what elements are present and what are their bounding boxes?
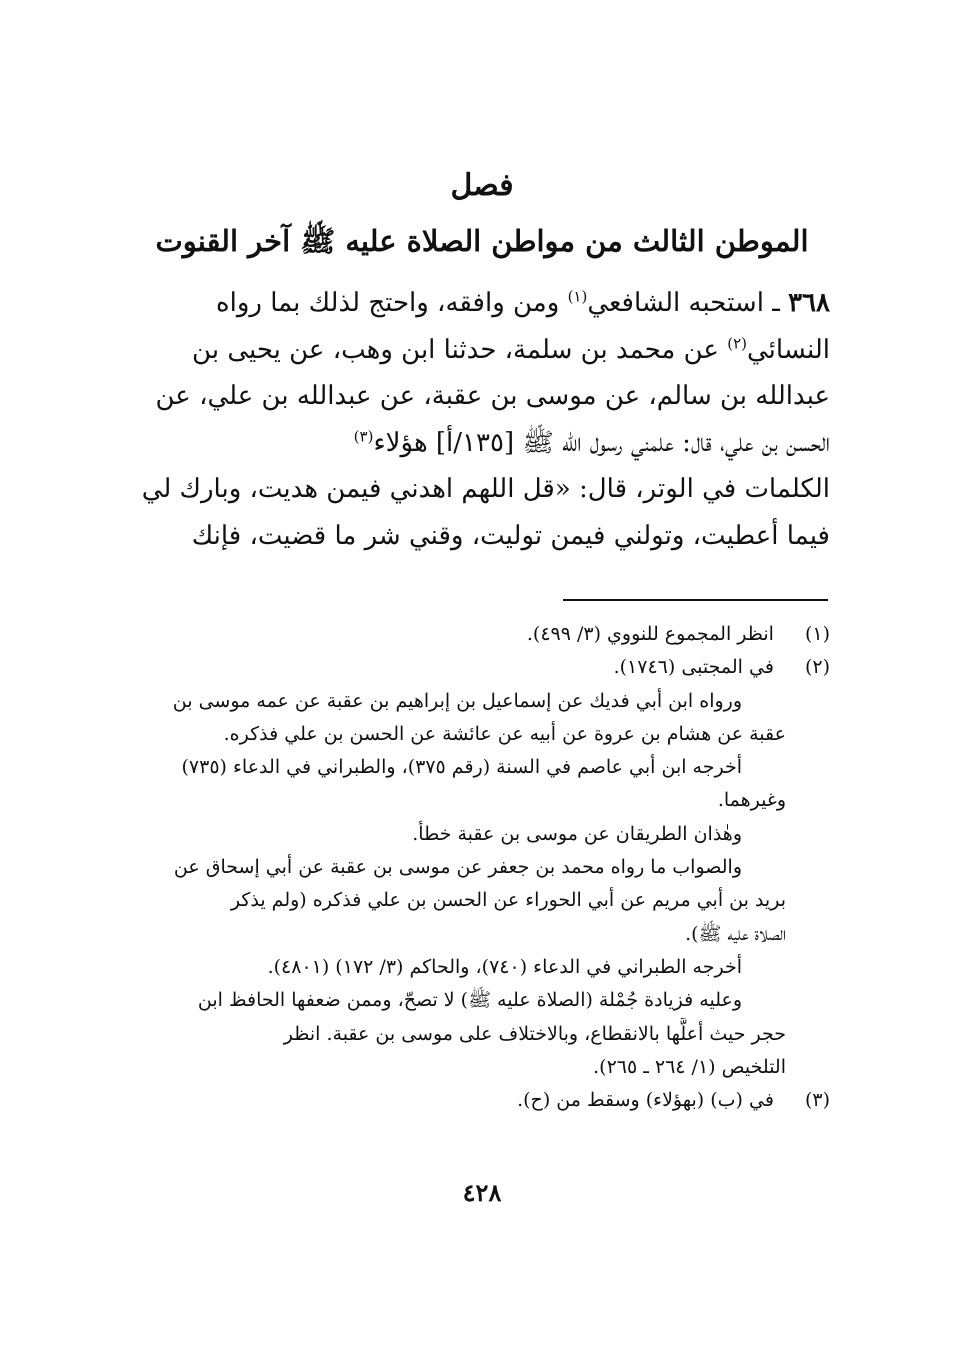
- footnote-2-line: وعليه فزيادة جُمْلة (الصلاة عليه ﷺ) لا تصحّ، وممن ضعفها الحافظ ابن: [197, 989, 742, 1012]
- footnote-number: (١): [804, 623, 830, 645]
- chapter-label: فصل: [450, 168, 514, 203]
- footnote-2-line: عقبة عن هشام بن عروة عن أبيه عن عائشة عن الحسن بن علي فذكره.: [223, 722, 786, 745]
- main-line-text: الحسن بن علي، قال: علمني رسول الله ﷺ [١٣٥/أ] هؤلاء: [373, 427, 830, 458]
- main-paragraph: [133, 280, 830, 559]
- main-line-4: [133, 420, 830, 467]
- main-line-5: [133, 466, 830, 513]
- footnote-3: [133, 1084, 830, 1117]
- main-line-text: ـ استحبه الشافعي: [587, 288, 789, 318]
- footnote-2-line: وغيرهما.: [717, 789, 786, 812]
- main-line-2: [133, 327, 830, 374]
- footnote-2-line: الصلاة عليه ﷺ).: [685, 922, 786, 945]
- footnote-ref[interactable]: (١): [567, 287, 588, 306]
- footnote-ref[interactable]: (٢): [727, 333, 747, 352]
- page-number: ٤٢٨: [462, 1178, 502, 1207]
- paragraph-number: ٣٦٨: [788, 288, 830, 318]
- footnote-2-line: والصواب ما رواه محمد بن جعفر عن موسى بن عقبة عن أبي إسحاق عن: [173, 856, 742, 879]
- footnote-text: في المجتبى (١٧٤٦).: [613, 656, 774, 679]
- footnote-1: [133, 618, 830, 651]
- footnote-2-line: ورواه ابن أبي فديك عن إسماعيل بن إبراهيم بن عقبة عن عمه موسى بن: [172, 689, 742, 712]
- main-line-text: النسائي: [746, 334, 830, 365]
- main-line-1: [133, 280, 830, 327]
- footnote-2: [133, 651, 830, 684]
- main-line-text: عبدالله بن سالم، عن موسى بن عقبة، عن عبدالله بن علي، عن: [155, 381, 830, 411]
- footnote-2-line: بريد بن أبي مريم عن أبي الحوراء عن الحسن بن علي فذكره (ولم يذكر: [230, 889, 786, 912]
- footnote-2-line: أخرجه الطبراني في الدعاء (٧٤٠)، والحاكم (٣/ ١٧٢) (٤٨٠١).: [267, 955, 742, 978]
- section-title: الموطن الثالث من مواطن الصلاة عليه ﷺ آخر القنوت: [155, 224, 809, 258]
- main-line-3: [133, 373, 830, 420]
- main-line-6: [133, 513, 830, 560]
- main-line-text: عن محمد بن سلمة، حدثنا ابن وهب، عن يحيى بن: [192, 334, 728, 365]
- footnote-text: في (ب) (بهؤلاء) وسقط من (ح).: [517, 1089, 774, 1112]
- footnote-2-line: حجر حيث أعلَّها بالانقطاع، وبالاختلاف على موسى بن عقبة. انظر: [283, 1022, 786, 1045]
- footnote-text: انظر المجموع للنووي (٣/ ٤٩٩).: [526, 623, 774, 645]
- footnote-ref[interactable]: (٣): [353, 426, 374, 445]
- footnote-2-line: أخرجه ابن أبي عاصم في السنة (رقم ٣٧٥)، والطبراني في الدعاء (٧٣٥): [181, 756, 742, 779]
- footnotes: [133, 618, 830, 1117]
- main-line-text: فيما أعطيت، وتولني فيمن توليت، وقني شر ما قضيت، فإنك: [191, 520, 830, 551]
- footnote-number: (٢): [804, 656, 830, 679]
- main-line-text: ومن وافقه، واحتج لذلك بما رواه: [215, 288, 568, 318]
- footnote-number: (٣): [804, 1089, 830, 1112]
- footnote-2-line: وهٰذان الطريقان عن موسى بن عقبة خطأ.: [412, 822, 742, 845]
- footnote-2-line: التلخيص (١/ ٢٦٤ ـ ٢٦٥).: [593, 1055, 786, 1078]
- main-line-text: الكلمات في الوتر، قال: «قل اللهم اهدني فيمن هديت، وبارك لي: [141, 474, 830, 504]
- footnote-separator: [563, 599, 828, 601]
